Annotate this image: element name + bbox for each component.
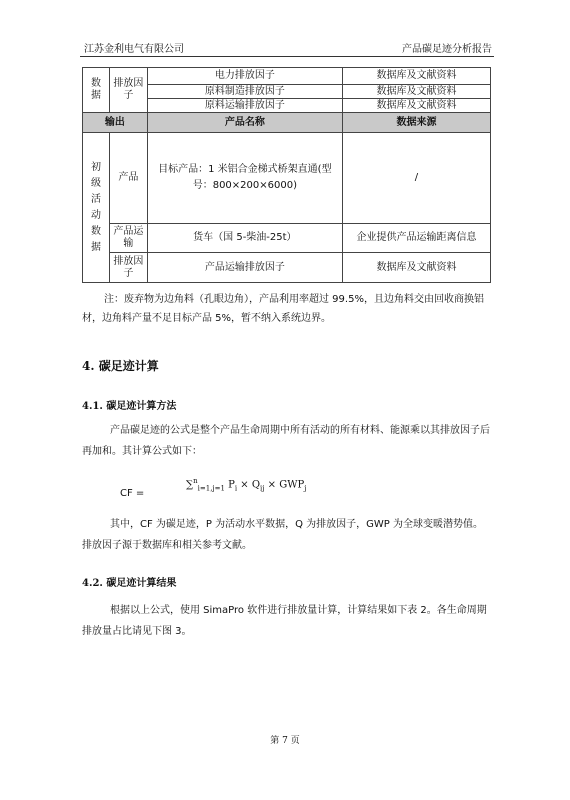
table-note: 注：废弃物为边角料（孔眼边角），产品利用率超过 99.5%，且边角料交由回收商换铝材，边角料产量不足目标产品 5%，暂不纳入系统边界。 [82, 294, 484, 324]
table-cell-name: 电力排放因子 [147, 68, 342, 85]
table-row [83, 133, 491, 224]
section-4-2-para: 根据以上公式，使用 SimaPro 软件进行排放量计算，计算结果如下表 2。各生命周期排放量占比请见下图 3。 [82, 605, 487, 637]
header-company: 江苏金利电气有限公司 [84, 44, 184, 55]
group-label-primary-activity: 初级活动数据 [83, 133, 110, 283]
cf-formula: ∑$^n_{i=1,j=1}$ $P_i \times Q_{ij} \times GWP_j$ [186, 477, 307, 493]
output-header-col2: 产品名称 [147, 113, 342, 133]
data-table [82, 67, 491, 283]
table-row [83, 68, 491, 85]
table-cell-source: 数据库及文献资料 [342, 99, 490, 113]
transport-source: 企业提供产品运输距离信息 [342, 224, 490, 253]
header-rule [80, 56, 494, 57]
table-row [83, 253, 491, 283]
sub-label-emission-factor: 排放因子 [109, 68, 147, 113]
group-label-data: 数据 [83, 68, 110, 113]
table-cell-name: 原料制造排放因子 [147, 85, 342, 99]
output-header-row [83, 113, 491, 133]
page-number: 第 7 页 [270, 736, 300, 746]
header-report-title: 产品碳足迹分析报告 [402, 44, 492, 55]
formula-label: CF = [120, 488, 145, 499]
section-4-2-title: 4.2. 碳足迹计算结果 [82, 578, 177, 589]
product-name: 目标产品：1 米铝合金梯式桥架直通(型号：800×200×6000) [147, 133, 342, 224]
section-4-title: 4. 碳足迹计算 [82, 359, 159, 373]
product-source: / [342, 133, 490, 224]
transport-name: 货车（国 5-柴油-25t） [147, 224, 342, 253]
table-cell-source: 数据库及文献资料 [342, 68, 490, 85]
section-4-1-title: 4.1. 碳足迹计算方法 [82, 401, 177, 412]
section-4-1-para1: 产品碳足迹的公式是整个产品生命周期中所有活动的所有材料、能源乘以其排放因子后再加和。其计算公式如下： [82, 425, 490, 457]
table-row [83, 224, 491, 253]
output-header-col3: 数据来源 [342, 113, 490, 133]
product-label: 产品 [109, 133, 147, 224]
output-header-col1: 输出 [83, 113, 148, 133]
factor-label: 排放因子 [109, 253, 147, 283]
factor-source: 数据库及文献资料 [342, 253, 490, 283]
table-cell-source: 数据库及文献资料 [342, 85, 490, 99]
factor-name: 产品运输排放因子 [147, 253, 342, 283]
transport-label: 产品运输 [109, 224, 147, 253]
table-cell-name: 原料运输排放因子 [147, 99, 342, 113]
section-4-1-para2: 其中，CF 为碳足迹，P 为活动水平数据，Q 为排放因子，GWP 为全球变暖潜势值。排放因子源于数据库和相关参考文献。 [82, 519, 484, 551]
